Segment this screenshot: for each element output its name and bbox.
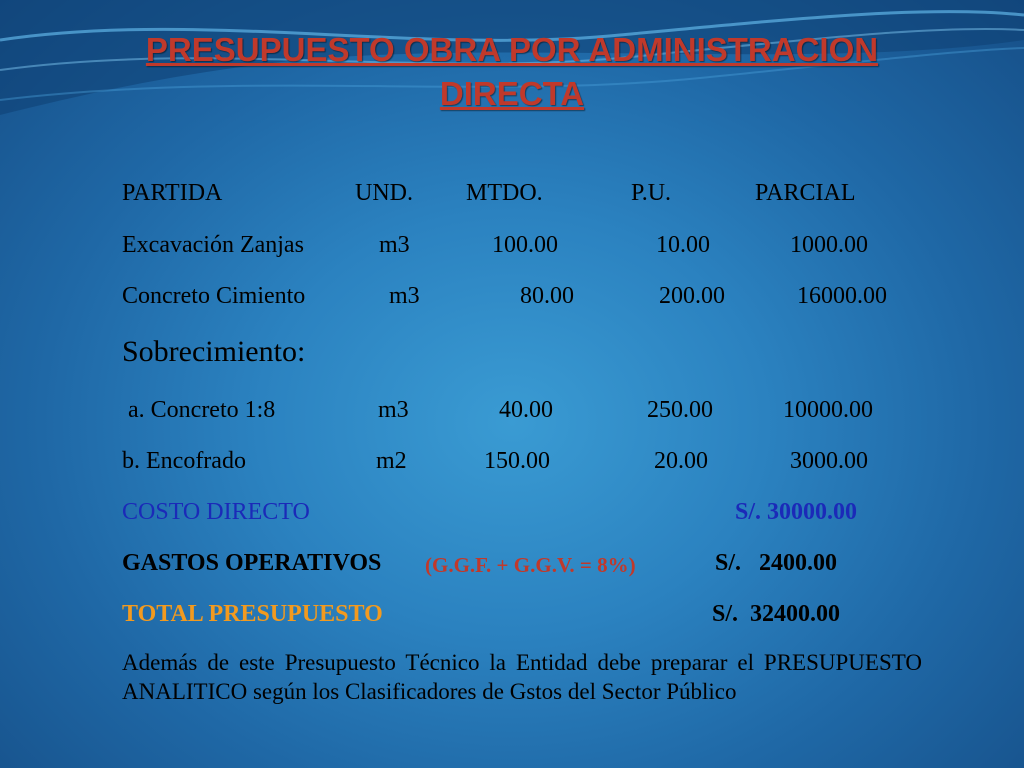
costo-directo-value: S/. 30000.00 (735, 499, 858, 525)
row-parcial: 1000.00 (790, 232, 868, 258)
row-und: m3 (378, 397, 409, 423)
row-und: m2 (376, 448, 407, 474)
row-pu: 20.00 (654, 448, 708, 474)
row-mtdo: 80.00 (520, 283, 574, 309)
row-mtdo: 100.00 (492, 232, 558, 258)
row-pu: 10.00 (656, 232, 710, 258)
row-pu: 250.00 (647, 397, 713, 423)
header-parcial: PARCIAL (755, 180, 856, 206)
row-partida: Concreto Cimiento (122, 283, 306, 309)
title-line-2: DIRECTA (439, 75, 585, 112)
header-partida: PARTIDA (122, 180, 223, 206)
slide-title (0, 28, 1024, 116)
costo-directo-label: COSTO DIRECTO (122, 499, 310, 525)
row-partida: Excavación Zanjas (122, 232, 304, 258)
row-partida: a. Concreto 1:8 (128, 397, 276, 423)
row-und: m3 (389, 283, 420, 309)
note-paragraph: Además de este Presupuesto Técnico la Entidad debe preparar el PRESUPUESTO ANALITICO según los Clasificadores de Gstos del Sector Público (122, 650, 922, 704)
row-pu: 200.00 (659, 283, 725, 309)
title-line-1: PRESUPUESTO OBRA POR ADMINISTRACION (145, 31, 879, 68)
gastos-label: GASTOS OPERATIVOS (122, 550, 382, 576)
gastos-note: (G.G.F. + G.G.V. = 8%) (425, 553, 636, 577)
total-label: TOTAL PRESUPUESTO (122, 601, 383, 627)
row-parcial: 16000.00 (797, 283, 887, 309)
header-mtdo: MTDO. (466, 180, 543, 206)
total-value: S/. 32400.00 (712, 601, 841, 627)
header-und: UND. (355, 180, 413, 206)
row-parcial: 3000.00 (790, 448, 868, 474)
row-mtdo: 40.00 (499, 397, 553, 423)
row-und: m3 (379, 232, 410, 258)
section-sobrecimiento: Sobrecimiento: (122, 335, 306, 368)
row-mtdo: 150.00 (484, 448, 550, 474)
gastos-value: S/. 2400.00 (715, 550, 838, 576)
row-parcial: 10000.00 (783, 397, 873, 423)
row-partida: b. Encofrado (122, 448, 246, 474)
header-pu: P.U. (631, 180, 672, 206)
